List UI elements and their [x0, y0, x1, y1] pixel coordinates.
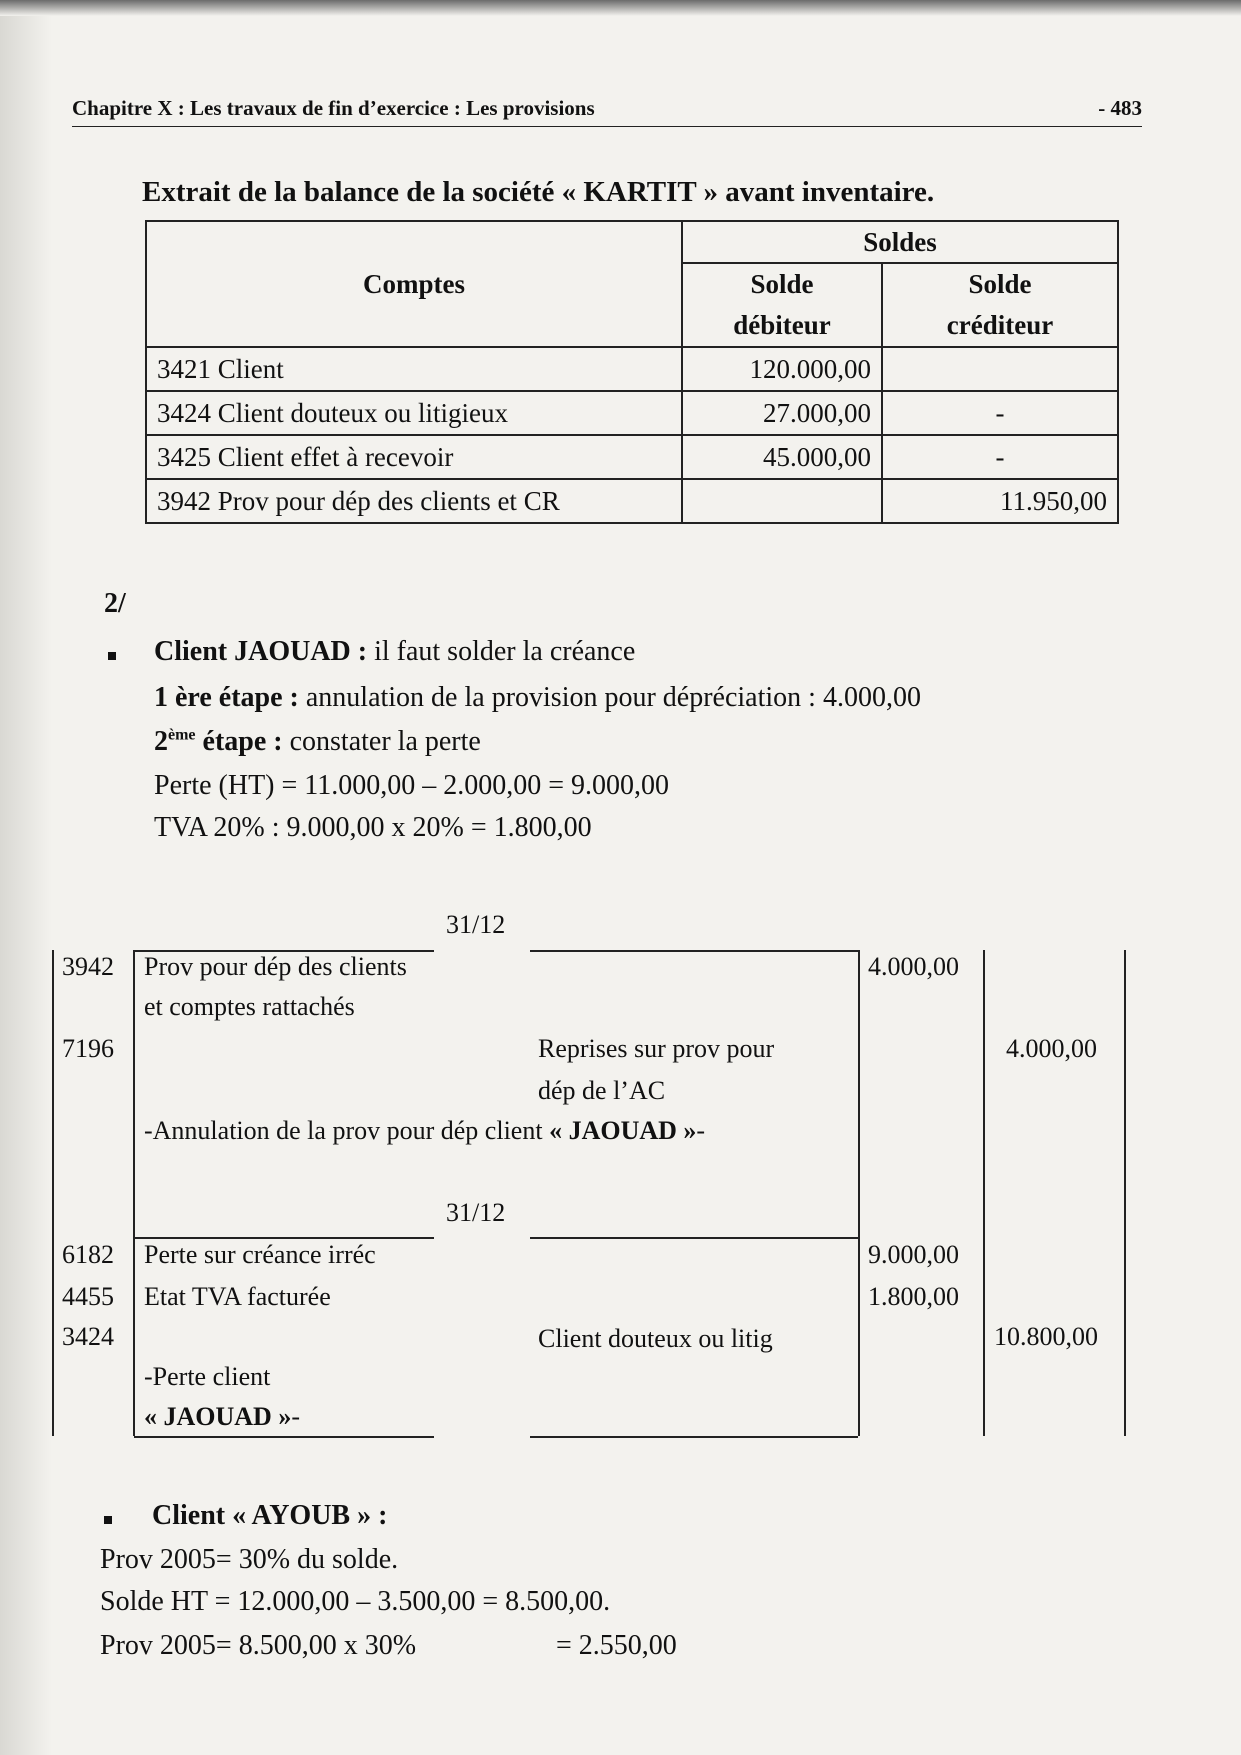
header-credit-1: Solde	[882, 263, 1118, 305]
debit-cell	[682, 479, 882, 523]
ayoub-line: Prov 2005= 8.500,00 x 30%	[100, 1630, 417, 1661]
step-2-num: 2	[154, 726, 168, 757]
debit-amount: 9.000,00	[868, 1240, 959, 1269]
debit-amount: 1.800,00	[868, 1282, 959, 1311]
memo-suffix: -	[291, 1402, 301, 1431]
step-2-sup: ème	[168, 726, 196, 744]
balance-table	[145, 220, 1119, 524]
account-cell: 3421 Client	[146, 347, 682, 391]
credit-amount: 10.800,00	[994, 1322, 1098, 1351]
debit-amount: 4.000,00	[868, 952, 959, 981]
step-1-text: annulation de la provision pour dépréciation : 4.000,00	[298, 682, 921, 713]
memo-client: « JAOUAD »	[549, 1116, 697, 1145]
entry-label: Etat TVA facturée	[144, 1282, 331, 1311]
entry-label: et comptes rattachés	[144, 992, 355, 1021]
table-row	[146, 479, 1118, 523]
journal-rule	[1124, 950, 1126, 1436]
memo-text: -Annulation de la prov pour dép client	[144, 1116, 550, 1145]
entry-label: Prov pour dép des clients	[144, 952, 407, 981]
entry-memo	[144, 1116, 705, 1146]
jaouad-text: il faut solder la créance	[367, 636, 636, 667]
perte-line: Perte (HT) = 11.000,00 – 2.000,00 = 9.000,00	[154, 770, 670, 801]
ayoub-line: Prov 2005= 30% du solde.	[100, 1544, 399, 1575]
account-number: 4455	[62, 1282, 114, 1311]
header-soldes: Soldes	[682, 221, 1118, 263]
date-rule	[134, 1237, 434, 1239]
page-top-shadow	[0, 0, 1241, 16]
credit-cell: -	[882, 435, 1118, 479]
entry-memo: -Perte client	[144, 1362, 271, 1391]
debit-cell: 27.000,00	[682, 391, 882, 435]
ayoub-line: Solde HT = 12.000,00 – 3.500,00 = 8.500,00.	[100, 1586, 611, 1617]
debit-cell: 120.000,00	[682, 347, 882, 391]
debit-cell: 45.000,00	[682, 435, 882, 479]
step-1-line	[154, 682, 921, 714]
memo-suffix: -	[696, 1116, 706, 1145]
running-header	[72, 96, 1142, 127]
tva-line: TVA 20% : 9.000,00 x 20% = 1.800,00	[154, 812, 592, 843]
header-comptes: Comptes	[146, 221, 682, 347]
header-debit-1: Solde	[682, 263, 882, 305]
credit-cell: -	[882, 391, 1118, 435]
account-number: 7196	[62, 1034, 114, 1063]
ayoub-heading: Client « AYOUB » :	[152, 1500, 388, 1531]
client-name: Client JAOUAD :	[154, 636, 368, 667]
journal-date: 31/12	[446, 910, 506, 939]
table-row	[146, 347, 1118, 391]
ayoub-result: = 2.550,00	[556, 1630, 677, 1661]
bullet-icon	[104, 1516, 112, 1524]
step-1-label: 1 ère étape :	[154, 682, 299, 713]
balance-title: Extrait de la balance de la société « KARTIT » avant inventaire.	[142, 176, 935, 208]
step-2-label: étape :	[195, 726, 283, 757]
step-2-text: constater la perte	[282, 726, 481, 757]
entry-label: dép de l’AC	[538, 1076, 666, 1105]
account-cell: 3425 Client effet à recevoir	[146, 435, 682, 479]
entry-label: Reprises sur prov pour	[538, 1034, 775, 1063]
section-label: 2/	[104, 588, 126, 619]
entry-label: Client douteux ou litig	[538, 1324, 773, 1353]
journal-date: 31/12	[446, 1198, 506, 1227]
journal-rule	[133, 950, 135, 1436]
entry-memo	[144, 1402, 300, 1432]
account-number: 3942	[62, 952, 114, 981]
bullet-icon	[108, 652, 116, 660]
jaouad-heading	[154, 636, 635, 668]
journal-rule	[858, 950, 860, 1436]
memo-client: « JAOUAD »	[144, 1402, 292, 1431]
entry-label: Perte sur créance irréc	[144, 1240, 376, 1269]
page-number: - 483	[1098, 96, 1142, 120]
account-cell: 3424 Client douteux ou litigieux	[146, 391, 682, 435]
credit-cell	[882, 347, 1118, 391]
account-number: 6182	[62, 1240, 114, 1269]
header-debit-2: débiteur	[682, 305, 882, 347]
closing-rule	[530, 1436, 858, 1438]
account-number: 3424	[62, 1322, 114, 1351]
page-edge-shadow	[0, 0, 52, 1755]
date-rule	[530, 1237, 858, 1239]
table-row	[146, 435, 1118, 479]
header-credit-2: créditeur	[882, 305, 1118, 347]
credit-amount: 4.000,00	[1006, 1034, 1097, 1063]
account-cell: 3942 Prov pour dép des clients et CR	[146, 479, 682, 523]
closing-rule	[134, 1436, 434, 1438]
date-rule	[530, 950, 858, 952]
journal-rule	[52, 950, 54, 1436]
step-2-line	[154, 726, 481, 758]
table-row	[146, 391, 1118, 435]
journal-rule	[983, 950, 985, 1436]
credit-cell: 11.950,00	[882, 479, 1118, 523]
chapter-title: Chapitre X : Les travaux de fin d’exercice : Les provisions	[72, 96, 595, 120]
